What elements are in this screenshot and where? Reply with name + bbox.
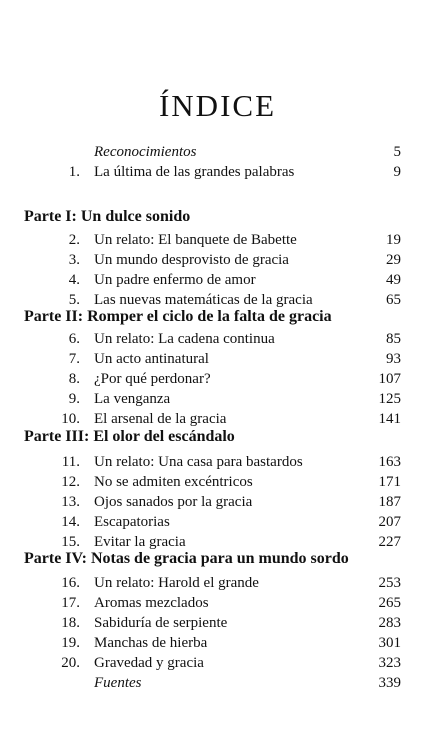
toc-entry-page-number: 283 xyxy=(378,615,401,631)
toc-entry xyxy=(0,349,435,369)
toc-entry-title: Un padre enfermo de amor xyxy=(94,272,256,288)
toc-entry-page-number: 9 xyxy=(393,164,401,180)
toc-entry-number: 12. xyxy=(61,474,80,490)
toc-entry-title: Un mundo desprovisto de gracia xyxy=(94,252,289,268)
toc-entry-number: 20. xyxy=(61,655,80,671)
toc-entry-number: 9. xyxy=(68,391,80,407)
toc-entry-page-number: 93 xyxy=(386,351,401,367)
toc-entry-title: Aromas mezclados xyxy=(94,595,209,611)
toc-entry-number: 19. xyxy=(61,635,80,651)
toc-entry-title: Las nuevas matemáticas de la gracia xyxy=(94,292,313,308)
toc-part-title: Parte I: Un dulce sonido xyxy=(24,208,191,225)
toc-entry-page-number: 301 xyxy=(378,635,401,651)
toc-entry-title: Fuentes xyxy=(94,675,142,691)
toc-part-title: Parte III: El olor del escándalo xyxy=(24,428,235,445)
toc-entry xyxy=(0,162,435,182)
toc-part-heading xyxy=(0,306,435,328)
toc-entry-title: Reconocimientos xyxy=(94,144,197,160)
toc-entry-page-number: 85 xyxy=(386,331,401,347)
toc-entry-number: 7. xyxy=(68,351,80,367)
toc-entry-page-number: 125 xyxy=(378,391,401,407)
toc-entry-title: ¿Por qué perdonar? xyxy=(94,371,211,387)
toc-entry-title: Sabiduría de serpiente xyxy=(94,615,228,631)
toc-entry-title: Un relato: El banquete de Babette xyxy=(94,232,297,248)
toc-entry-title: Evitar la gracia xyxy=(94,534,186,550)
toc-entry-title: No se admiten excéntricos xyxy=(94,474,253,490)
toc-entry-number: 8. xyxy=(68,371,80,387)
toc-entry-title: Un relato: Una casa para bastardos xyxy=(94,454,303,470)
toc-entry-number: 3. xyxy=(68,252,80,268)
toc-part-title: Parte IV: Notas de gracia para un mundo sordo xyxy=(24,550,349,567)
toc-entry xyxy=(0,452,435,472)
toc-entry-title: La venganza xyxy=(94,391,171,407)
toc-entry-number: 10. xyxy=(61,411,80,427)
toc-entry xyxy=(0,573,435,593)
toc-entry-page-number: 29 xyxy=(386,252,401,268)
toc-entry-title: Un acto antinatural xyxy=(94,351,209,367)
toc-entry-page-number: 187 xyxy=(378,494,401,510)
toc-entry-page-number: 171 xyxy=(378,474,401,490)
toc-entry xyxy=(0,270,435,290)
toc-entry-page-number: 107 xyxy=(378,371,401,387)
toc-entry-page-number: 5 xyxy=(393,144,401,160)
toc-entry xyxy=(0,512,435,532)
toc-entry-number: 5. xyxy=(68,292,80,308)
toc-entry xyxy=(0,250,435,270)
toc-entry-number: 17. xyxy=(61,595,80,611)
toc-entry-page-number: 65 xyxy=(386,292,401,308)
toc-part-heading xyxy=(0,426,435,448)
toc-entry-number: 18. xyxy=(61,615,80,631)
toc-entry xyxy=(0,389,435,409)
toc-entry-number: 4. xyxy=(68,272,80,288)
toc-entry xyxy=(0,329,435,349)
toc-entry xyxy=(0,613,435,633)
toc-entry-page-number: 253 xyxy=(378,575,401,591)
toc-entry-number: 6. xyxy=(68,331,80,347)
toc-entry xyxy=(0,369,435,389)
toc-part-heading xyxy=(0,548,435,570)
toc-entry-page-number: 323 xyxy=(378,655,401,671)
toc-entry xyxy=(0,673,435,693)
toc-entry-title: Escapatorias xyxy=(94,514,170,530)
toc-part-heading xyxy=(0,206,435,228)
toc-entry-page-number: 265 xyxy=(378,595,401,611)
toc-entry-page-number: 141 xyxy=(378,411,401,427)
toc-entry-title: Un relato: La cadena continua xyxy=(94,331,275,347)
toc-entry-number: 14. xyxy=(61,514,80,530)
toc-entry xyxy=(0,230,435,250)
toc-entry-title: Ojos sanados por la gracia xyxy=(94,494,253,510)
toc-entry-title: Manchas de hierba xyxy=(94,635,208,651)
toc-entry-number: 1. xyxy=(68,164,80,180)
toc-entry-title: La última de las grandes palabras xyxy=(94,164,295,180)
toc-entry-number: 15. xyxy=(61,534,80,550)
toc-entry xyxy=(0,472,435,492)
toc-part-title: Parte II: Romper el ciclo de la falta de gracia xyxy=(24,308,332,325)
toc-entry xyxy=(0,653,435,673)
toc-entry-title: El arsenal de la gracia xyxy=(94,411,227,427)
toc-entry-number: 13. xyxy=(61,494,80,510)
toc-entry-page-number: 19 xyxy=(386,232,401,248)
toc-entry xyxy=(0,633,435,653)
toc-entry-number: 16. xyxy=(61,575,80,591)
toc-entry-page-number: 163 xyxy=(378,454,401,470)
page-title: ÍNDICE xyxy=(158,88,277,123)
toc-entry-number: 2. xyxy=(68,232,80,248)
toc-entry-page-number: 339 xyxy=(378,675,401,691)
toc-entry xyxy=(0,492,435,512)
toc-entry xyxy=(0,142,435,162)
toc-entry-page-number: 49 xyxy=(386,272,401,288)
toc-entry-page-number: 207 xyxy=(378,514,401,530)
toc-entry xyxy=(0,593,435,613)
toc-entry-page-number: 227 xyxy=(378,534,401,550)
toc-entry-title: Un relato: Harold el grande xyxy=(94,575,259,591)
toc-entry-number: 11. xyxy=(61,454,80,470)
toc-entry-title: Gravedad y gracia xyxy=(94,655,204,671)
